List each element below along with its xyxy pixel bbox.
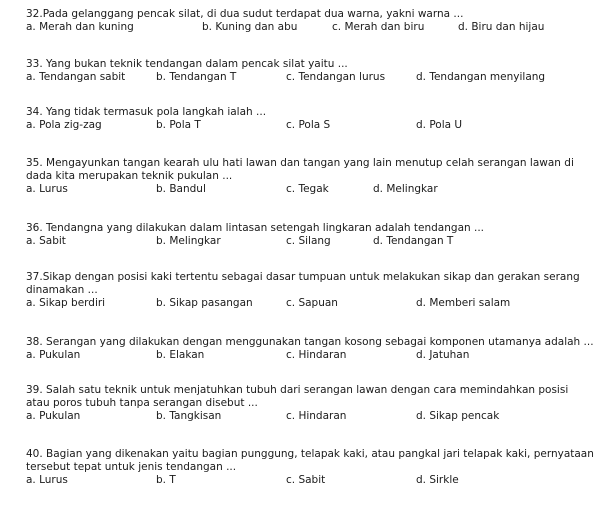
question-text: 34. Yang tidak termasuk pola langkah ialah ... [26,106,267,118]
option-b: b. Elakan [156,349,205,361]
question-text: 36. Tendangna yang dilakukan dalam lintasan setengah lingkaran adalah tendangan ... [26,222,485,234]
question-text: 35. Mengayunkan tangan kearah ulu hati lawan dan tangan yang lain menutup celah serangan lawan di [26,157,574,169]
option-d: d. Sirkle [416,474,459,486]
question-38 [26,336,594,362]
options-row [26,119,594,132]
question-34 [26,106,594,132]
option-a: a. Lurus [26,183,68,195]
option-a: a. Tendangan sabit [26,71,126,83]
option-c: c. Hindaran [286,349,347,361]
option-a: a. Sikap berdiri [26,297,106,309]
options-row [26,297,594,310]
question-35 [26,157,594,196]
option-b: b. Sikap pasangan [156,297,253,309]
option-d: d. Tendangan menyilang [416,71,546,83]
option-a: a. Lurus [26,474,68,486]
option-d: d. Biru dan hijau [458,21,545,33]
question-text: 32.Pada gelanggang pencak silat, di dua sudut terdapat dua warna, yakni warna ... [26,8,464,20]
option-d: d. Jatuhan [416,349,470,361]
option-b: b. Bandul [156,183,206,195]
option-c: c. Sabit [286,474,326,486]
option-b: b. T [156,474,176,486]
options-row [26,410,594,423]
question-37 [26,271,594,310]
question-text: 40. Bagian yang dikenakan yaitu bagian punggung, telapak kaki, atau pangkal jari telapak kaki, pernyataan [26,448,594,460]
option-c: c. Sapuan [286,297,338,309]
question-39 [26,384,594,423]
option-b: b. Melingkar [156,235,221,247]
option-b: b. Tangkisan [156,410,222,422]
option-c: c. Silang [286,235,331,247]
option-c: c. Pola S [286,119,331,131]
option-b: b. Tendangan T [156,71,237,83]
question-text-continued: atau poros tubuh tanpa serangan disebut ... [26,397,258,409]
options-row [26,235,594,248]
question-text-continued: dada kita merupakan teknik pukulan ... [26,170,233,182]
options-row [26,21,594,34]
option-c: c. Tendangan lurus [286,71,386,83]
question-36 [26,222,594,248]
option-b: b. Pola T [156,119,201,131]
question-text: 33. Yang bukan teknik tendangan dalam pencak silat yaitu ... [26,58,348,70]
question-text: 38. Serangan yang dilakukan dengan menggunakan tangan kosong sebagai komponen utamanya adalah ... [26,336,594,348]
options-row [26,474,594,487]
option-b: b. Kuning dan abu [202,21,298,33]
option-a: a. Pukulan [26,349,81,361]
options-row [26,71,594,84]
option-a: a. Merah dan kuning [26,21,134,33]
option-c: c. Merah dan biru [332,21,425,33]
option-a: a. Pukulan [26,410,81,422]
question-32 [26,8,594,34]
question-text: 39. Salah satu teknik untuk menjatuhkan tubuh dari serangan lawan dengan cara memindahkan posisi [26,384,569,396]
question-text: 37.Sikap dengan posisi kaki tertentu sebagai dasar tumpuan untuk melakukan sikap dan gerakan serang [26,271,580,283]
option-d: d. Tendangan T [373,235,454,247]
option-d: d. Sikap pencak [416,410,500,422]
option-a: a. Pola zig-zag [26,119,102,131]
question-33 [26,58,594,84]
option-c: c. Tegak [286,183,329,195]
question-40 [26,448,594,487]
option-d: d. Pola U [416,119,463,131]
options-row [26,183,594,196]
question-text-continued: dinamakan ... [26,284,98,296]
option-c: c. Hindaran [286,410,347,422]
option-d: d. Melingkar [373,183,438,195]
options-row [26,349,594,362]
option-a: a. Sabit [26,235,66,247]
question-text-continued: tersebut tepat untuk jenis tendangan ... [26,461,237,473]
option-d: d. Memberi salam [416,297,511,309]
